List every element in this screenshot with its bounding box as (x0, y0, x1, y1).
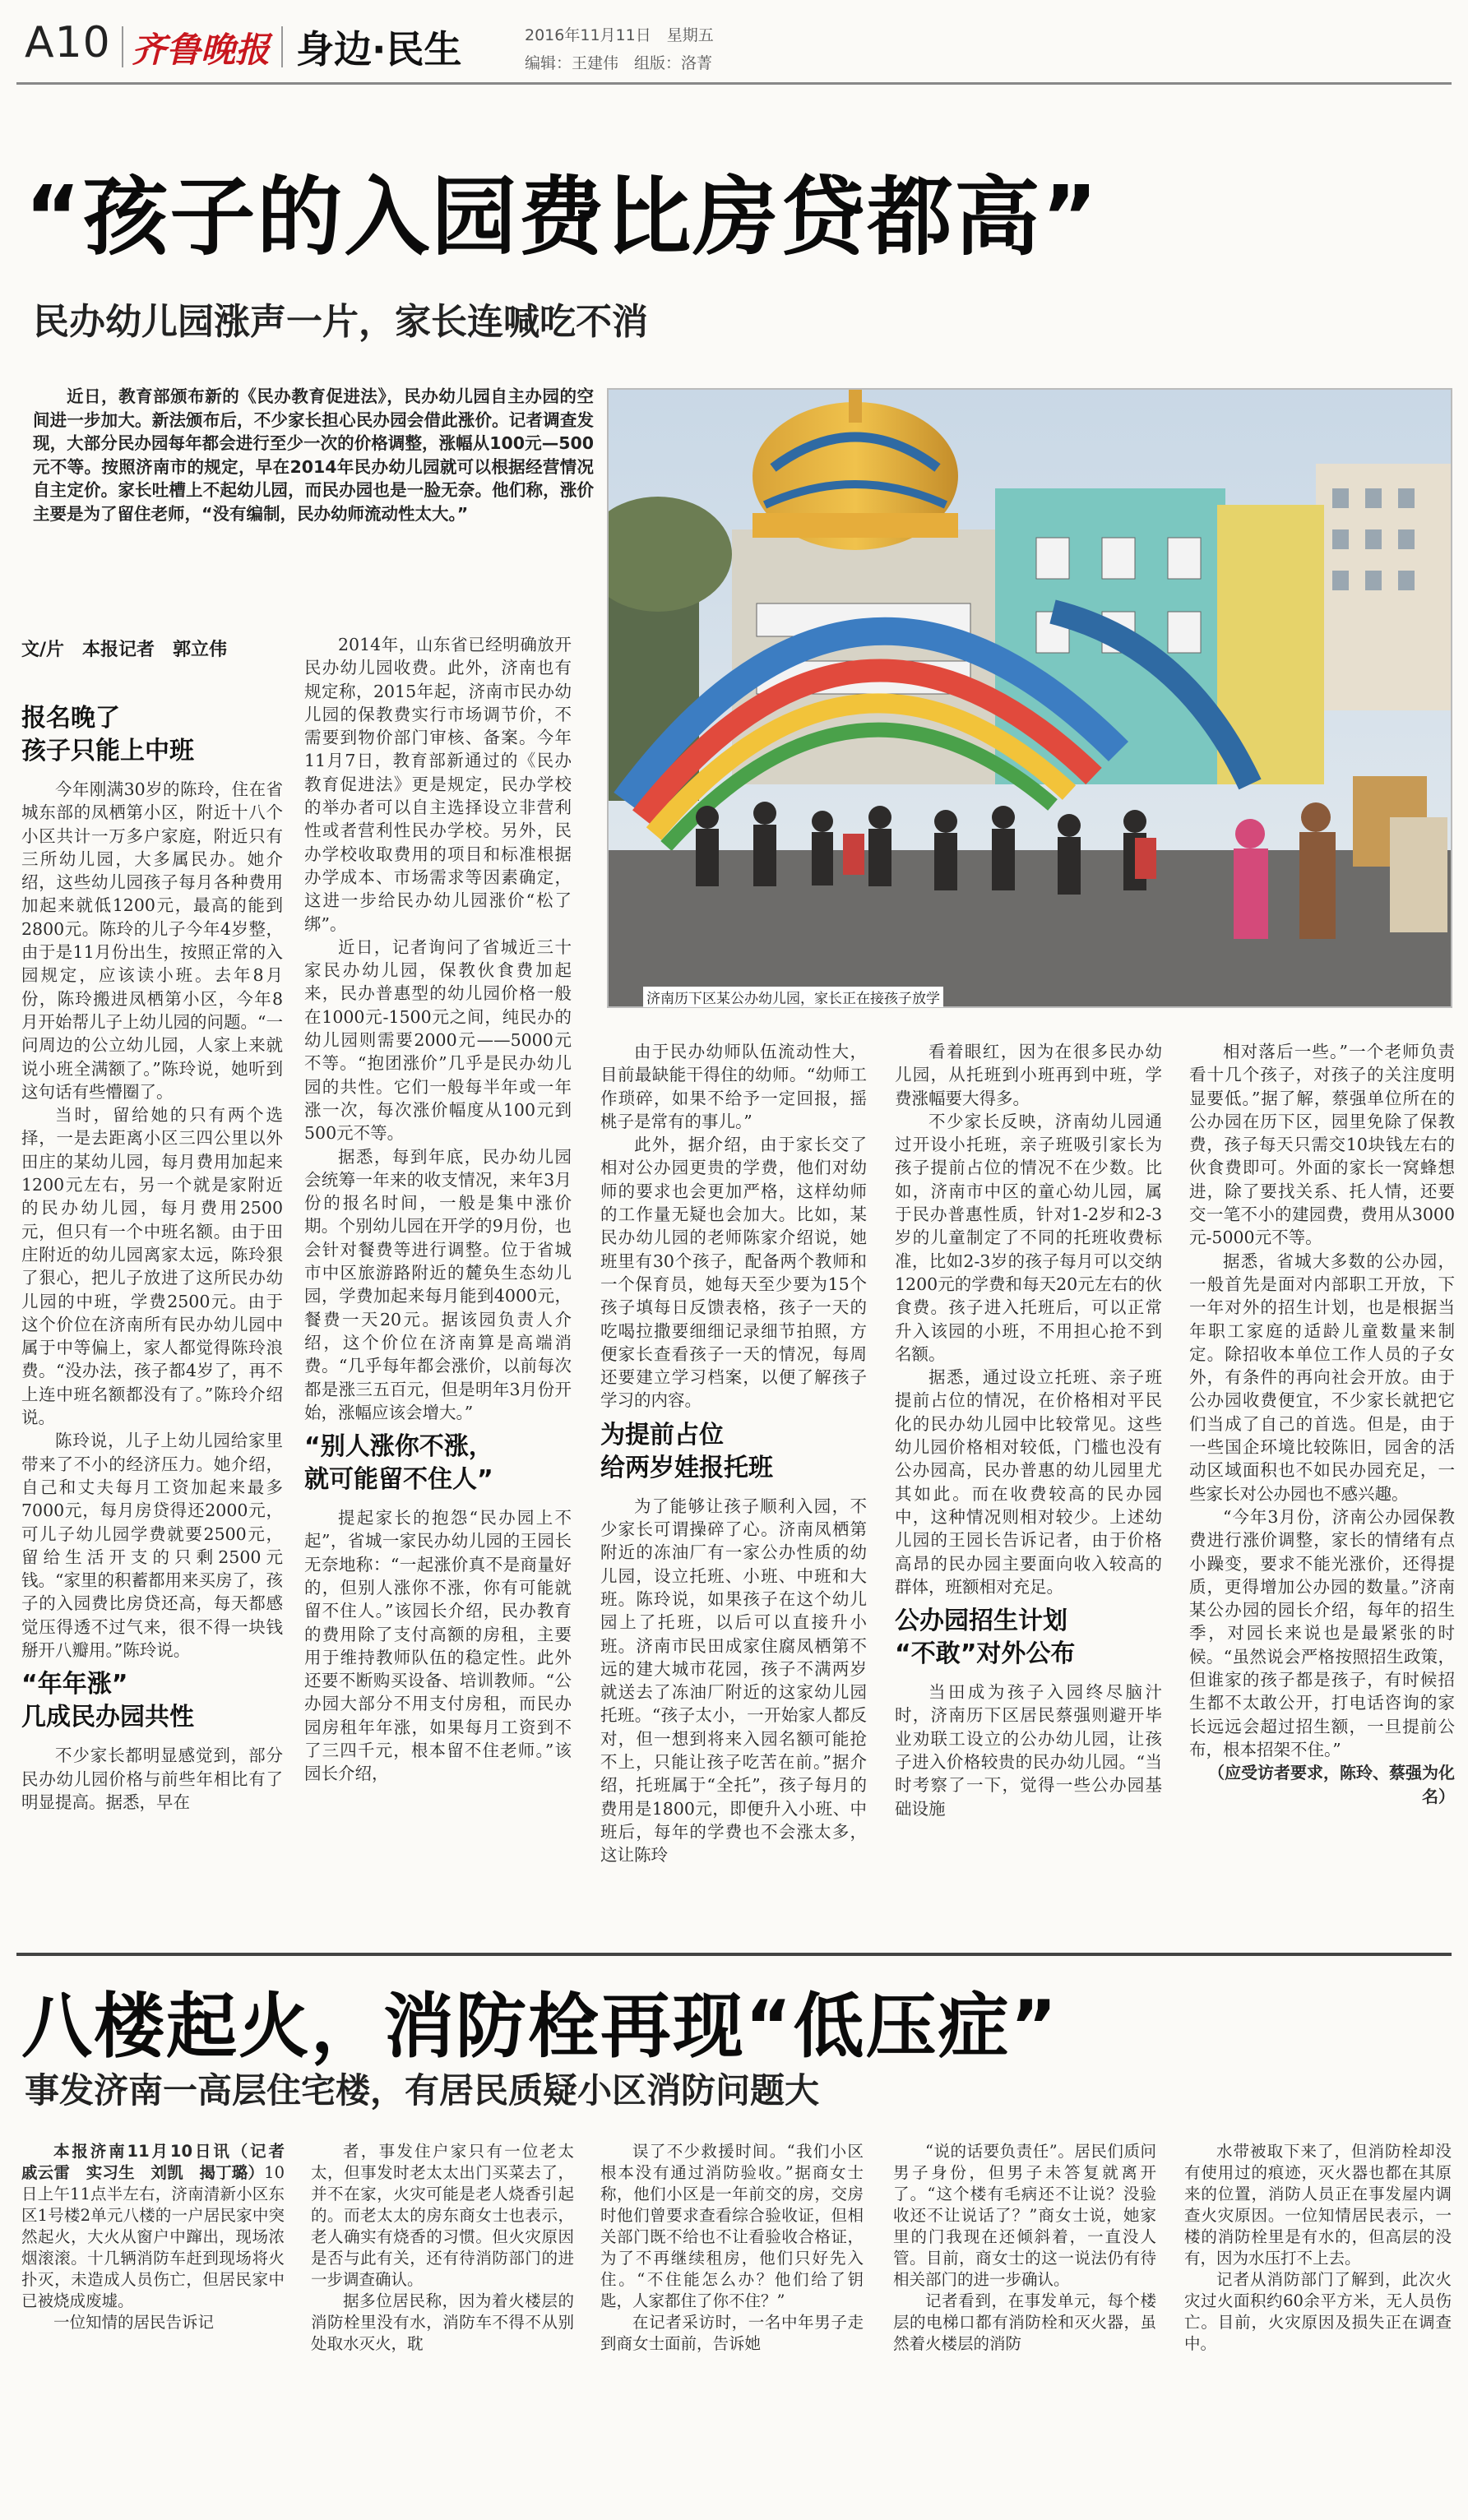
paragraph: 10日上午11点半左右，济南清新小区东区1号楼2单元八楼的一户居民家中突然起火，大火从窗户中蹿出，现场浓烟滚滚。十几辆消防车赶到现场将火扑灭，未造成人员伤亡，但居民家中已被烧成废墟。 (21, 2163, 285, 2310)
subheading: 为提前占位 给两岁娃报托班 (600, 1420, 773, 1482)
article2-column-1 (21, 2141, 301, 2333)
kindergarten-photo-illustration (609, 390, 1452, 1008)
article1-column-4 (895, 1040, 1162, 1820)
article2-headline: 八楼起火，消防栓再现“低压症” (21, 1986, 1059, 2068)
section-title: 身边·民生 (296, 27, 462, 72)
paragraph: 看着眼红，因为在很多民办幼儿园，从托班到小班再到中班，学费涨幅要大得多。 (895, 1042, 1162, 1108)
paragraph: 一位知情的居民告诉记 (53, 2313, 215, 2332)
paper-name-logo: 齐鲁晚报 (132, 30, 271, 70)
subheading: “年年涨” 几成民办园共性 (21, 1670, 194, 1732)
masthead-divider (122, 26, 123, 67)
paragraph: 当时，留给她的只有两个选择，一是去距离小区三四公里以外田庄的某幼儿园，每月费用加起来1200元左右，另一个就是家附近的民办幼儿园，每月费用2500元，但只有一个中班名额。由于田庄附近的幼儿园离家太远，陈玲狠了狠心，把儿子放进了这所民办幼儿园的中班，学费2500元。由于这个价位在济南所有民办幼儿园中属于中等偏上，家人都觉得陈玲浪费。“没办法，孩子都4岁了，再不上连中班名额都没有了。”陈玲介绍说。 (21, 1105, 283, 1428)
paragraph: 误了不少救援时间。“我们小区根本没有通过消防验收。”据商女士称，他们小区是一年前交的房，交房时他们曾要求查看综合验收证，但相关部门既不给也不让看验收合格证，为了不再继续租房，他们只好先入住。“不住能怎么办？他们给了钥匙，人家都住了你不住？” (600, 2142, 864, 2310)
article2-column-4 (893, 2141, 1156, 2355)
article1-subhead: 民办幼儿园涨声一片，家长连喊吃不消 (33, 301, 648, 343)
paragraph: 2014年，山东省已经明确放开民办幼儿园收费。此外，济南也有规定称，2015年起，济南市民办幼儿园的保教费实行市场调节价，不需要到物价部门审核、备案。今年11月7日，教育部新通过的《民办教育促进法》更是规定，民办学校的举办者可以自主选择设立非营利性或者营利性民办学校。另外，民办学校收取费用的项目和标准根据办学成本、市场需求等因素确定，这进一步给民办幼儿园涨价“松了绑”。 (304, 635, 572, 934)
page-number: A10 (25, 18, 111, 67)
paragraph: 不少家长都明显感觉到，部分民办幼儿园价格与前些年相比有了明显提高。据悉，早在 (21, 1746, 283, 1812)
article1-column-3 (600, 1040, 867, 1867)
article2-column-2 (311, 2141, 574, 2355)
paragraph: “说的话要负责任”。居民们质问男子身份，但男子未答复就离开了。“这个楼有毛病还不让说？没验收还不让说话了？”商女士说，她家里的门我现在还倾斜着，一直没人管。目前，商女士的这一说法仍有待相关部门的进一步确认。 (893, 2142, 1156, 2289)
paragraph: 此外，据介绍，由于家长交了相对公办园更贵的学费，他们对幼师的要求也会更加严格，这样幼师的工作量无疑也会加大。比如，某民办幼儿园的老师陈家介绍说，她班里有30个孩子，配备两个教师和一个保育员，她每天至少要为15个孩子填每日反馈表格，孩子一天的吃喝拉撒要细细记录细节拍照，方便家长查看孩子一天的情况，每周还要建立学习档案，以便了解孩子学习的内容。 (600, 1135, 867, 1411)
article1-byline: 文/片 本报记者 郭立伟 (21, 640, 228, 660)
subheading: “别人涨你不涨， 就可能留不住人” (304, 1432, 493, 1495)
paragraph: 记者从消防部门了解到，此次火灾过火面积约60余平方米，无人员伤亡。目前，火灾原因及损失正在调查中。 (1184, 2270, 1452, 2353)
article1-column-2 (304, 633, 572, 1786)
paragraph: 据多位居民称，因为着火楼层的消防栓里没有水，消防车不得不从别处取水灭火，耽 (311, 2291, 574, 2353)
masthead-rule (16, 82, 1452, 85)
article1-column-1 (21, 696, 283, 1814)
paragraph: 为了能够让孩子顺利入园，不少家长可谓操碎了心。济南凤栖第附近的冻油厂有一家公办性质的幼儿园，设立托班、小班、中班和大班。陈玲说，如果孩子在这个幼儿园上了托班，以后可以直接升小班。济南市民田成家住腐凤栖第不远的建大城市花园，孩子不满两岁就送去了冻油厂附近的这家幼儿园托班。“孩子太小，一开始家人都反对，但一想到将来入园名额可能抢不上，只能让孩子吃苦在前。”据介绍，托班属于“全托”，孩子每月的费用是1800元，即便升入小班、中班后，每年的学费也不会涨太多，这让陈玲 (600, 1496, 867, 1866)
kindergarten-photo (607, 388, 1452, 1008)
paragraph: 今年刚满30岁的陈玲，住在省城东部的凤栖第小区，附近十八个小区共计一万多户家庭，附近只有三所幼儿园，大多属民办。她介绍，这些幼儿园孩子每月各种费用加起来就低1200元，最高的能到2800元。陈玲的儿子今年4岁整，由于是11月份出生，按照正常的入园规定，应该读小班。去年8月份，陈玲搬进凤栖第小区，今年8月开始帮儿子上幼儿园的问题。“一问周边的公立幼儿园，人家上来就说小班全满额了。”陈玲说，她听到这句话有些懵圈了。 (21, 779, 283, 1102)
paragraph: 据悉，省城大多数的公办园，一般首先是面对内部职工开放，下一年对外的招生计划，也是根据当年职工家庭的适龄儿童数量来制定。除招收本单位工作人员的子女外，有条件的再向社会开放。由于公办园收费便宜，不少家长就把它们当成了自己的首选。但是，由于一些国企环境比较陈旧，园舍的活动区域面积也不如民办园充足，一些家长对公办园也不感兴趣。 (1189, 1251, 1455, 1504)
paragraph: 相对落后一些。”一个老师负责看十几个孩子，对孩子的关注度明显要低。”据了解，蔡强单位所在的公办园在历下区，园里免除了保教费，孩子每天只需交10块钱左右的伙食费即可。外面的家长一窝蜂想进，除了要找关系、托人情，还要交一笔不小的建园费，费用从3000元-5000元不等。 (1189, 1042, 1455, 1248)
subheading: 报名晚了 孩子只能上中班 (21, 704, 194, 765)
editor-credits: 编辑：王建伟 组版：洛菁 (525, 54, 713, 72)
paragraph: “今年3月份，济南公办园保教费进行涨价调整，家长的情绪有点小躁变，要求不能光涨价，还得提质，更得增加公办园的数量。”济南某公办园的园长介绍，每年的招生季，对园长来说也是最紧张的时候。“虽然说会严格按照招生政策，但谁家的孩子都是孩子，有时候招生都不太敢公开，打电话咨询的家长远远会超过招生额，一旦提前公布，根本招架不住。” (1189, 1506, 1455, 1759)
paragraph: 据悉，每到年底，民办幼儿园会统筹一年来的收支情况，来年3月份的报名时间，一般是集中涨价期。个别幼儿园在开学的9月份，也会针对餐费等进行调整。位于省城市中区旅游路附近的麓奂生态幼儿园，学费加起来每月能到4000元，餐费一天20元。据该园负责人介绍，这个价位在济南算是高端消费。“几乎每年都会涨价，以前每次都是涨三五百元，但是明年3月份开始，涨幅应该会增大。” (304, 1146, 572, 1422)
article1-lede: 近日，教育部颁布新的《民办教育促进法》，民办幼儿园自主办园的空间进一步加大。新法颁布后，不少家长担心民办园会借此涨价。记者调查发现，大部分民办园每年都会进行至少一次的价格调整，涨幅从100元—500元不等。按照济南市的规定，早在2014年民办幼儿园就可以根据经营情况自主定价。家长吐槽上不起幼儿园，而民办园也是一脸无奈。他们称，涨价主要是为了留住老师，“没有编制，民办幼师流动性太大。” (33, 386, 594, 524)
article2-column-5 (1184, 2141, 1452, 2355)
article1-column-5 (1189, 1040, 1455, 1808)
source-note: （应受访者要求，陈玲、蔡强为化名） (1208, 1763, 1455, 1806)
photo-caption: 济南历下区某公办幼儿园，家长正在接孩子放学 (643, 987, 943, 1007)
dateline: 本报济南11月10日讯（记者 戚云雷 实习生 刘凯 揭丁璐） (21, 2142, 301, 2182)
article2-subhead: 事发济南一高层住宅楼，有居民质疑小区消防问题大 (25, 2070, 820, 2111)
paragraph: 不少家长反映，济南幼儿园通过开设小托班，亲子班吸引家长为孩子提前占位的情况不在少数。比如，济南市中区的童心幼儿园，属于民办普惠性质，针对1-2岁和2-3岁的儿童制定了不同的托班收费标准，比如2-3岁的孩子每月可以交纳1200元的学费和每天20元左右的伙食费。孩子进入托班后，可以正常升入该园的小班，不用担心抢不到名额。 (895, 1111, 1162, 1364)
masthead (16, 18, 1452, 84)
paragraph: 水带被取下来了，但消防栓却没有使用过的痕迹，灭火器也都在其原来的位置，消防人员正在事发屋内调查火灾原因。一位知情居民表示，一楼的消防栓里是有水的，但高层的没有，因为水压打不上去。 (1184, 2142, 1452, 2268)
paragraph: 近日，记者询问了省城近三十家民办幼儿园，保教伙食费加起来，民办普惠型的幼儿园价格一般在1000元-1500元之间，纯民办的幼儿园则需要2000元——5000元不等。“抱团涨价”几乎是民办幼儿园的共性。它们一般每半年或一年涨一次，每次涨价幅度从100元到500元不等。 (304, 936, 572, 1144)
subheading: 公办园招生计划 “不敢”对外公布 (895, 1607, 1076, 1669)
article-divider (16, 1953, 1452, 1956)
paragraph: 记者看到，在事发单元，每个楼层的电梯口都有消防栓和灭火器，虽然着火楼层的消防 (893, 2291, 1156, 2353)
paragraph: 在记者采访时，一名中年男子走到商女士面前，告诉她 (600, 2313, 864, 2353)
issue-date: 2016年11月11日 星期五 (525, 26, 714, 44)
paragraph: 据悉，通过设立托班、亲子班提前占位的情况，在价格相对平民化的民办幼儿园中比较常见。这些幼儿园价格相对较低，门槛也没有公办园高，民办普惠的幼儿园里尤其如此。而在收费较高的民办园中，这种情况则相对较少。上述幼儿园的王园长告诉记者，由于价格高昂的民办园主要面向收入较高的群体，班额相对充足。 (895, 1367, 1162, 1597)
paragraph: 提起家长的抱怨“民办园上不起”，省城一家民办幼儿园的王园长无奈地称：“一起涨价真不是商量好的，但别人涨你不涨，你有可能就留不住人。”该园长介绍，民办教育的费用除了支付高额的房租，主要用于维持教师队伍的稳定性。此外还要不断购买设备、培训教师。“公办园大部分不用支付房租，而民办园房租年年涨，如果每月工资到不了三四千元，根本留不住老师。”该园长介绍， (304, 1508, 572, 1784)
paragraph: 者，事发住户家只有一位老太太，但事发时老太太出门买菜去了，并不在家，火灾可能是老人烧香引起的。而老太太的房东商女士也表示，老人确实有烧香的习惯。但火灾原因是否与此有关，还有待消防部门的进一步调查确认。 (311, 2142, 574, 2289)
article2-column-3 (600, 2141, 864, 2355)
article1-headline: “孩子的入园费比房贷都高” (25, 167, 1100, 267)
paragraph: 由于民办幼师队伍流动性大，目前最缺能干得住的幼师。“幼师工作琐碎，如果不给予一定回报，摇桃子是常有的事儿。” (600, 1042, 867, 1131)
masthead-divider (281, 26, 283, 67)
paragraph: 陈玲说，儿子上幼儿园给家里带来了不小的经济压力。她介绍，自己和丈夫每月工资加起来最多7000元，每月房贷得还2000元，可儿子幼儿园学费就要2500元，留给生活开支的只剩2500元钱。“家里的积蓄都用来买房了，孩子的入园费比房贷还高，每天都感觉压得透不过气来，很不得一块钱掰开八瓣用。”陈玲说。 (21, 1431, 283, 1660)
paragraph: 当田成为孩子入园终尽脑汁时，济南历下区居民蔡强则避开毕业劝联工设立的公办幼儿园，让孩子进入价格较贵的民办幼儿园。“当时考察了一下，觉得一些公办园基础设施 (895, 1682, 1162, 1819)
